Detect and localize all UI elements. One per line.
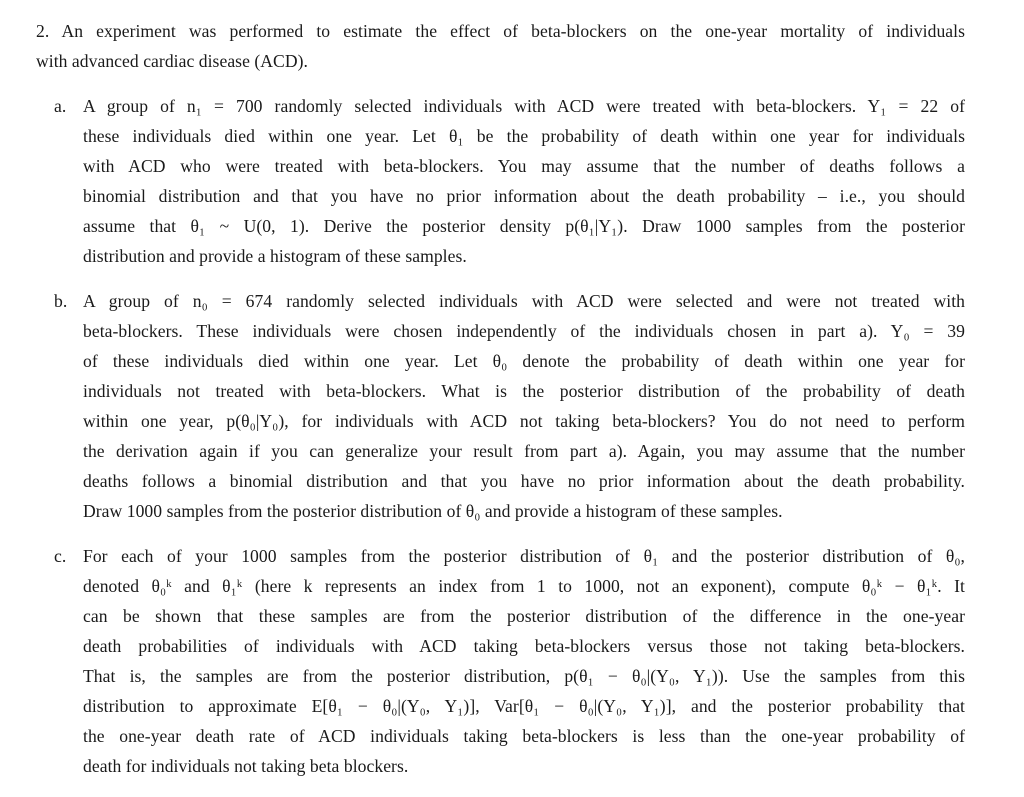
part-a-line-3: with ACD who were treated with beta-blockers. You may assume that the number of deaths follows a xyxy=(83,156,965,176)
part-b-line-8: Draw 1000 samples from the posterior distribution of θ₀ and provide a histogram of these samples. xyxy=(83,501,783,521)
part-a-line-6: distribution and provide a histogram of these samples. xyxy=(83,246,467,266)
part-a-label: a. xyxy=(54,96,67,116)
part-c-label: c. xyxy=(54,546,67,566)
part-c-line-8: death for individuals not taking beta blockers. xyxy=(83,756,409,776)
part-b-line-7: deaths follows a binomial distribution and that you have no prior information about the death probability. xyxy=(83,471,965,491)
part-b-line-5: within one year, p(θ₀|Y₀), for individuals with ACD not taking beta-blockers? You do not need to perform xyxy=(83,411,965,431)
part-a-line-1: A group of n₁ = 700 randomly selected individuals with ACD were treated with beta-blockers. Y₁ = 22 of xyxy=(83,96,965,116)
part-c-line-4: death probabilities of individuals with ACD taking beta-blockers versus those not taking beta-blockers. xyxy=(83,636,965,656)
problem-intro-line-2: with advanced cardiac disease (ACD). xyxy=(36,51,308,71)
part-c-line-2: denoted θ₀ᵏ and θ₁ᵏ (here k represents an index from 1 to 1000, not an exponent), compute θ₀ᵏ − θ₁ᵏ. It xyxy=(83,576,965,596)
part-b-line-4: individuals not treated with beta-blockers. What is the posterior distribution of the probability of death xyxy=(83,381,965,401)
part-b-line-6: the derivation again if you can generalize your result from part a). Again, you may assume that the number xyxy=(83,441,965,461)
part-b-line-2: beta-blockers. These individuals were chosen independently of the individuals chosen in part a). Y₀ = 39 xyxy=(83,321,965,341)
problem-intro-line-1: 2. An experiment was performed to estimate the effect of beta-blockers on the one-year mortality of individuals xyxy=(36,21,965,41)
part-c-line-5: That is, the samples are from the posterior distribution, p(θ₁ − θ₀|(Y₀, Y₁)). Use the samples from this xyxy=(83,666,965,686)
part-b-line-1: A group of n₀ = 674 randomly selected individuals with ACD were selected and were not treated with xyxy=(83,291,965,311)
part-c-line-6: distribution to approximate E[θ₁ − θ₀|(Y₀, Y₁)], Var[θ₁ − θ₀|(Y₀, Y₁)], and the posterior probability that xyxy=(83,696,965,716)
part-c-line-3: can be shown that these samples are from the posterior distribution of the difference in the one-year xyxy=(83,606,965,626)
part-b-label: b. xyxy=(54,291,68,311)
part-c-line-7: the one-year death rate of ACD individuals taking beta-blockers is less than the one-year probability of xyxy=(83,726,965,746)
part-c-line-1: For each of your 1000 samples from the posterior distribution of θ₁ and the posterior distribution of θ₀, xyxy=(83,546,965,566)
part-b-line-3: of these individuals died within one year. Let θ₀ denote the probability of death within one year for xyxy=(83,351,965,371)
part-a-line-2: these individuals died within one year. Let θ₁ be the probability of death within one year for individuals xyxy=(83,126,965,146)
part-a-line-4: binomial distribution and that you have no prior information about the death probability – i.e., you should xyxy=(83,186,965,206)
part-a-line-5: assume that θ₁ ~ U(0, 1). Derive the posterior density p(θ₁|Y₁). Draw 1000 samples from the posterior xyxy=(83,216,965,236)
